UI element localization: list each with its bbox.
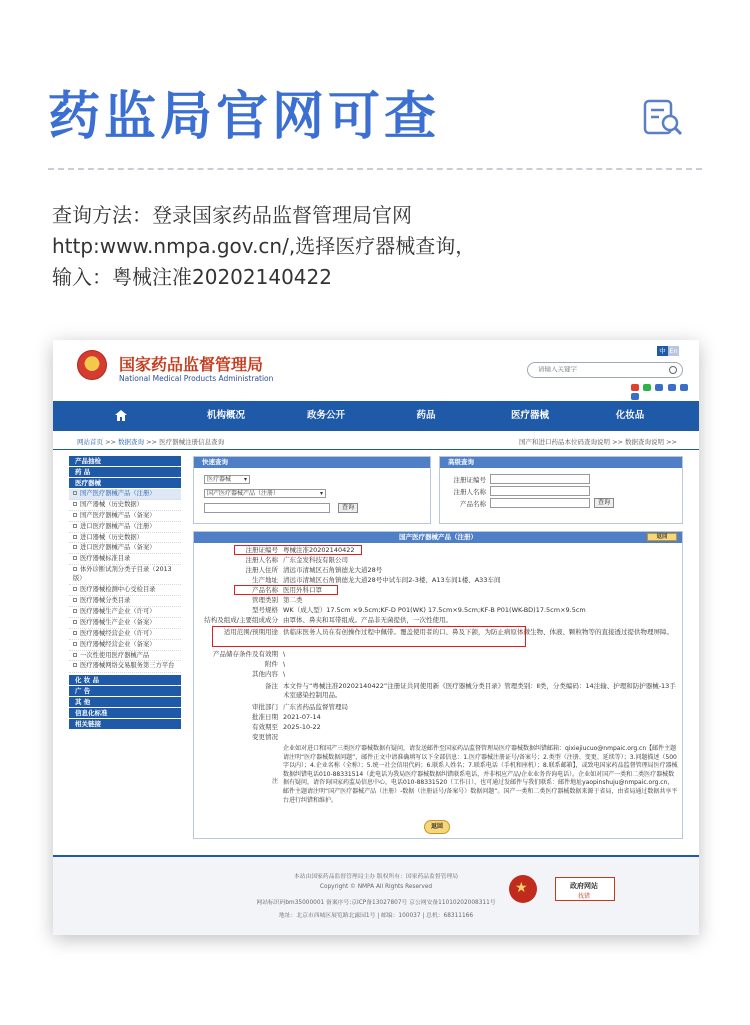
language-switch	[657, 346, 679, 356]
row-value: \	[283, 670, 286, 678]
row-value: 广东省药品监督管理局	[283, 703, 348, 711]
sidebar-item-domestic-filed[interactable]	[69, 511, 181, 522]
row-value: 本文件与“粤械注准20202140422”注册证共同使用新《医疗器械分类目录》管理类别：Ⅱ类，分类编码：14注输、护理和防护器械-13手术室感染控制用品。	[283, 682, 676, 699]
row-value: WK（成人型）17.5cm ×9.5cm;KF-D P01(WK) 17.5cm×9.5cm;KF-B P01(WK-BD)17.5cm×9.5cm	[283, 606, 586, 614]
breadcrumb-separator: >>	[103, 438, 119, 446]
breadcrumb-data-query[interactable]: 数据查询	[118, 438, 145, 446]
gov-site-error-report[interactable]	[555, 877, 615, 901]
sidebar-item-import-history[interactable]	[69, 533, 181, 544]
bullet-icon	[73, 587, 77, 591]
lang-tab-cn[interactable]: 中	[657, 346, 668, 356]
bullet-icon	[73, 556, 77, 560]
query-help-links[interactable]: 国产和进口药品本位码查询说明 >> 数据查询说明 >>	[519, 438, 677, 446]
site-footer	[53, 855, 699, 935]
row-label: 其他内容	[252, 670, 278, 678]
social-links	[629, 384, 699, 402]
advanced-query-title: 高级查询	[440, 457, 682, 468]
nav-item-about[interactable]: 机构概况	[206, 410, 245, 421]
document-search-icon	[642, 96, 684, 138]
sidebar-item-domestic-registered[interactable]	[69, 489, 181, 500]
sidebar-group-drugs[interactable]: 药 品	[69, 467, 181, 477]
quick-query-title: 快速查询	[194, 457, 430, 468]
sidebar-item-dealer-license[interactable]	[69, 629, 181, 640]
breadcrumb-home[interactable]: 网站首页	[77, 438, 103, 446]
hero-title: 药监局官网可查	[48, 87, 441, 147]
sidebar-item-disposable[interactable]	[69, 651, 181, 662]
bullet-icon	[73, 502, 77, 506]
row-value: 粤械注准20202140422	[283, 546, 355, 554]
row-label: 附件	[265, 660, 278, 668]
sidebar-item-import-filed[interactable]	[69, 543, 181, 554]
nav-item-devices[interactable]: 医疗器械	[510, 410, 549, 421]
bullet-icon	[73, 535, 77, 539]
footer-registration[interactable]: 网站标识码bm35000001 备案序号:京ICP备13027807号 京公网安备11010202008311号	[256, 900, 496, 906]
row-value: 第二类	[283, 596, 303, 604]
row-label: 注册人名称	[245, 556, 278, 564]
footer-address: 地址：北京市西城区展览路北露园1号 | 邮编：100037 | 总机：68311166	[278, 913, 474, 919]
sidebar-item-label: 进口医疗器械产品（备案）	[80, 544, 156, 552]
sidebar-item-ivd-catalog[interactable]	[69, 565, 181, 585]
row-label: 结构及组成/主要组成成分	[204, 616, 278, 624]
sidebar-item-test-centers[interactable]	[69, 585, 181, 596]
row-value: 清远市清城区石角镇德龙大道28号中试车间2-3楼、A13车间1楼、A33车间	[283, 576, 501, 584]
row-value: 清远市清城区石角镇德龙大道28号	[283, 566, 383, 574]
bullet-icon	[73, 631, 77, 635]
quick-query-panel	[193, 456, 431, 524]
sidebar-item-label: 医疗器械网络交易服务第三方平台	[80, 662, 175, 670]
result-title	[194, 532, 682, 543]
sidebar-item-label: 进口医疗器械产品（注册）	[80, 522, 156, 530]
site-search	[527, 362, 683, 378]
highlight-intended-use	[212, 626, 526, 647]
row-label: 产品名称	[252, 586, 278, 594]
row-label: 批准日期	[252, 713, 278, 721]
row-value: \	[283, 650, 286, 658]
bullet-icon	[73, 545, 77, 549]
sidebar-group-links[interactable]: 相关链接	[69, 719, 181, 729]
bullet-icon	[73, 524, 77, 528]
sidebar-item-online-platforms[interactable]	[69, 661, 181, 673]
sidebar-group-inspection[interactable]: 产品抽检	[69, 456, 181, 466]
sidebar-item-label: 医疗器械分类目录	[80, 597, 131, 605]
header-rule	[53, 449, 699, 450]
highlight-product-name	[234, 585, 338, 595]
reg-number-label: 注册证编号	[453, 476, 486, 484]
home-icon[interactable]	[115, 410, 127, 421]
instructions-line-1: 查询方法：登录国家药品监督管理局官网	[52, 203, 412, 227]
row-label: 生产地址	[252, 576, 278, 584]
quick-query-input[interactable]	[204, 503, 330, 513]
footer-copyright: Copyright © NMPA All Rights Reserved	[319, 884, 433, 890]
sidebar-item-import-registered[interactable]	[69, 522, 181, 533]
row-label: 变更情况	[252, 733, 278, 741]
sidebar-item-label: 国产器械（历史数据）	[80, 500, 143, 508]
sidebar-item-domestic-history[interactable]	[69, 500, 181, 511]
bullet-icon	[73, 620, 77, 624]
sidebar-item-standards[interactable]	[69, 554, 181, 565]
sidebar-item-label: 医疗器械标准目录	[80, 555, 131, 563]
sidebar-item-label: 医疗器械经营企业（许可）	[80, 629, 156, 637]
bullet-icon	[73, 653, 77, 657]
highlight-reg-number	[234, 545, 362, 555]
breadcrumb-current: 医疗器械注册信息查询	[159, 438, 225, 446]
sidebar-group-devices[interactable]: 医疗器械	[69, 478, 181, 488]
sidebar-item-label: 医疗器械生产企业（备案）	[80, 618, 156, 626]
sidebar-item-label: 体外诊断试剂分类子目录（2013版）	[73, 566, 172, 582]
bullet-icon	[73, 513, 77, 517]
mobile-icon[interactable]	[680, 384, 688, 391]
sidebar-item-label: 医疗器械检测中心受检目录	[80, 586, 156, 594]
main-nav	[53, 401, 699, 431]
row-label: 管理类别	[252, 596, 278, 604]
row-value: 广东金发科技有限公司	[283, 556, 348, 564]
site-header	[53, 340, 699, 400]
sidebar-group-cosmetics[interactable]: 化 妆 品	[69, 675, 181, 685]
instructions-line-3: 输入：粤械注准20202140422	[52, 265, 332, 289]
advanced-query-panel	[439, 456, 683, 524]
gov-fix-title: 政府网站	[570, 882, 598, 890]
row-value: 医用外科口罩	[283, 586, 322, 594]
sidebar-group-other[interactable]: 其 他	[69, 697, 181, 707]
sidebar-group-ads[interactable]: 广 告	[69, 686, 181, 696]
sidebar-item-classification[interactable]	[69, 596, 181, 607]
nav-item-cosmetics[interactable]: 化妆品	[615, 410, 645, 421]
sidebar-item-mfr-license[interactable]	[69, 607, 181, 618]
sidebar-item-label: 医疗器械生产企业（许可）	[80, 608, 156, 616]
weibo-icon[interactable]	[631, 384, 639, 391]
website-screenshot	[53, 340, 699, 935]
row-label: 注	[271, 778, 278, 785]
party-government-badge[interactable]	[509, 875, 537, 903]
bullet-icon	[73, 642, 77, 646]
sidebar-item-label: 医疗器械经营企业（备案）	[80, 640, 156, 648]
gov-fix-sub: 找错	[578, 893, 591, 900]
email-icon[interactable]	[668, 384, 676, 391]
sidebar-item-label: 一次性使用医疗器械产品	[80, 651, 150, 659]
row-value: 由罩体、鼻夹和耳带组成。产品非无菌提供，一次性使用。	[283, 616, 452, 624]
sidebar-group-it-standards[interactable]: 信息化标准	[69, 708, 181, 718]
reg-number-input[interactable]	[490, 474, 590, 484]
breadcrumb-separator-2: >>	[144, 438, 160, 446]
site-search-input[interactable]	[538, 366, 668, 373]
app-icon[interactable]	[655, 384, 663, 391]
row-label: 产品储存条件及有效期	[213, 650, 278, 658]
site-name-en: National Medical Products Administration	[119, 374, 274, 383]
sidebar-item-mfr-filed[interactable]	[69, 618, 181, 629]
search-icon[interactable]	[669, 366, 677, 374]
dashed-divider	[48, 168, 702, 170]
result-panel	[193, 531, 683, 839]
instructions-line-2: http:www.nmpa.gov.cn/,选择医疗器械查询，	[52, 234, 476, 258]
database-select[interactable]: 国产医疗器械产品（注册） ▾	[204, 489, 326, 498]
star-icon: ★	[515, 880, 528, 896]
bullet-icon	[73, 567, 77, 571]
registrant-input[interactable]	[490, 486, 590, 496]
row-label: 有效期至	[252, 723, 278, 731]
national-emblem-icon	[77, 350, 107, 380]
row-label: 注册证编号	[245, 546, 278, 554]
wechat-icon[interactable]	[643, 384, 651, 391]
quick-query-button[interactable]: 查询	[338, 503, 358, 513]
bullet-icon	[73, 491, 77, 495]
sidebar-item-label: 进口器械（历史数据）	[80, 533, 143, 541]
query-instructions	[52, 200, 712, 293]
user-icon[interactable]	[631, 393, 639, 400]
sidebar-item-dealer-filed[interactable]	[69, 640, 181, 651]
row-value: 2021-07-14	[283, 713, 321, 721]
row-label: 备注	[265, 682, 278, 690]
breadcrumb	[53, 436, 699, 448]
row-value: 供临床医务人员在有创操作过程中佩带。覆盖使用者的口、鼻及下颌，为防止病原体微生物、体液、颗粒物等的直接透过提供物理屏障。	[283, 628, 673, 636]
row-value: 企业如对进口和国产三类医疗器械数据有疑问，请发送邮件至国家药品监督管理局医疗器械数据纠错邮箱：qixiejiucuo@nmpaic.org.cn【邮件主题请注明“医疗器械数据问题”，邮件正文中请准确填写以下全部信息：1.医疗器械注册证号/备案号；2.类型（注册、变更、延续等）；3.问题描述（500字以内）；4.企业名称（全称）；5.统一社会信用代码；6.联系人姓名；7.联系电话（手机和座机）；8.联系邮箱】，或致电国家药品监督管理局医疗器械数据纠错电话010-88331514（此电话为我局医疗器械数据纠错联系电话，并非相应产品/企业业务咨询电话）。企业如对国产一类和二类医疗器械数据有疑问，请咨询国家药监局信息中心，电话010-88331520（工作日），也可通过发邮件与我们联系：邮件地址yaopinshuju@nmpaic.org.cn，邮件主题请注明“国产医疗器械产品（注册）-数据（注册证号/备案号）数据问题”。国产一类和二类医疗器械数据来源于省局，由省局通过数据共享平台进行纠错和维护。	[283, 745, 678, 804]
bullet-icon	[73, 598, 77, 602]
sidebar-item-label: 国产医疗器械产品（备案）	[80, 511, 156, 519]
row-label: 型号规格	[252, 606, 278, 614]
advanced-query-button[interactable]: 查询	[594, 498, 614, 508]
registrant-label: 注册人名称	[453, 488, 486, 496]
nav-item-drugs[interactable]: 药品	[416, 410, 436, 421]
bullet-icon	[73, 663, 77, 667]
product-name-label: 产品名称	[460, 500, 486, 508]
row-value: \	[283, 660, 286, 668]
back-button[interactable]: 返回	[424, 820, 450, 834]
sidebar-item-label: 国产医疗器械产品（注册）	[80, 490, 156, 497]
row-label: 适用范围/预期用途	[223, 628, 278, 636]
sidebar	[69, 456, 181, 730]
site-name[interactable]: 国家药品监督管理局	[119, 355, 264, 374]
nav-item-government[interactable]: 政务公开	[306, 410, 345, 421]
lang-tab-en[interactable]: En	[669, 347, 678, 355]
row-label: 注册人住所	[245, 566, 278, 574]
back-button-top[interactable]: 返回	[647, 533, 677, 541]
breadcrumb-path	[77, 437, 224, 446]
product-name-input[interactable]	[490, 498, 590, 508]
row-label: 审批部门	[252, 703, 278, 711]
result-title-text: 国产医疗器械产品（注册）	[399, 533, 477, 541]
category-select[interactable]: 医疗器械 ▾	[204, 475, 250, 484]
bullet-icon	[73, 609, 77, 613]
row-value: 2025-10-22	[283, 723, 321, 731]
footer-sponsor: 本站由国家药品监督管理局主办 版权所有：国家药品监督管理局	[293, 874, 459, 880]
